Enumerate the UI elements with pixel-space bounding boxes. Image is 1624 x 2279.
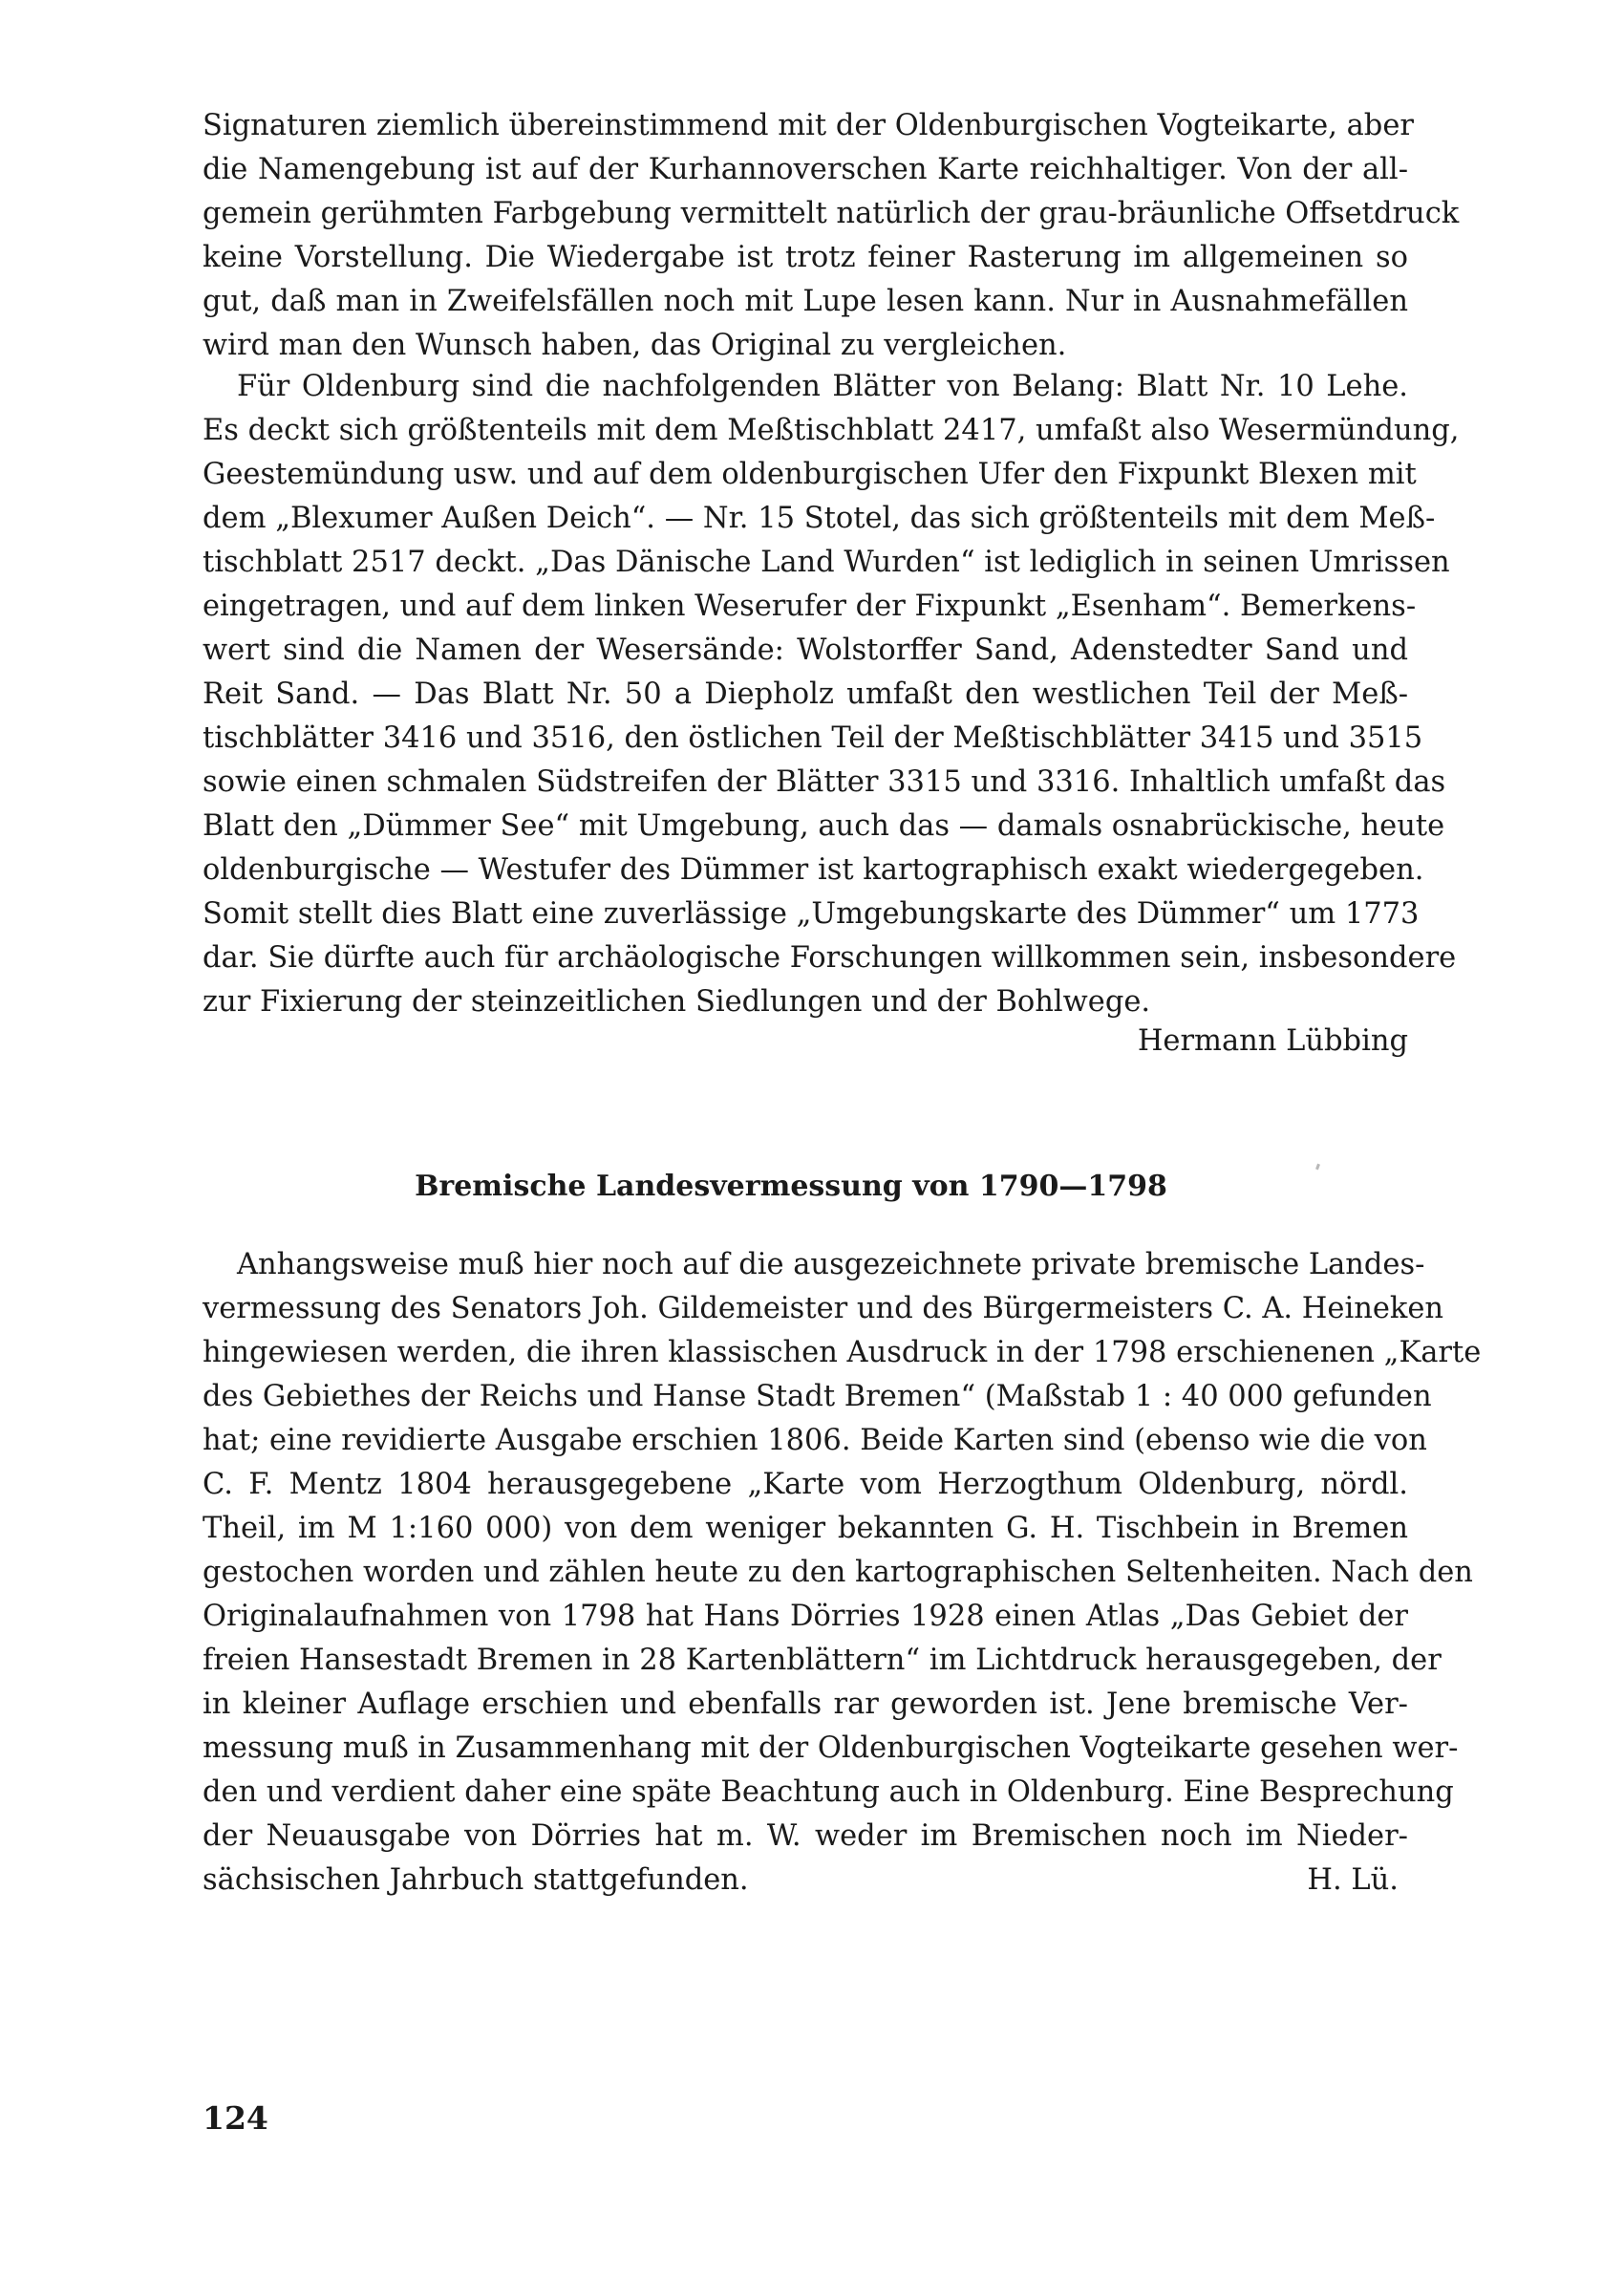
text-line: oldenburgische — Westufer des Dümmer ist kartographisch exakt wiedergegeben. — [203, 853, 1424, 887]
text-line: tischblatt 2517 deckt. „Das Dänische Land Wurden“ ist lediglich in seinen Umrissen — [203, 546, 1450, 579]
text-line: Signaturen ziemlich übereinstimmend mit der Oldenburgischen Vogteikarte, aber — [203, 109, 1414, 142]
author-signature: Hermann Lübbing — [1137, 1024, 1408, 1058]
text-line: dar. Sie dürfte auch für archäologische Forschungen willkommen sein, insbesondere — [203, 941, 1457, 975]
text-line: gemein gerühmten Farbgebung vermittelt natürlich der grau-bräunliche Offsetdruck — [203, 197, 1460, 230]
text-line: gestochen worden und zählen heute zu den kartographischen Seltenheiten. Nach den — [203, 1556, 1473, 1589]
text-line: vermessung des Senators Joh. Gildemeister und des Bürgermeisters C. A. Heineken — [203, 1292, 1444, 1325]
text-line: sowie einen schmalen Südstreifen der Blätter 3315 und 3316. Inhaltlich umfaßt das — [203, 765, 1446, 799]
text-line: freien Hansestadt Bremen in 28 Kartenblättern“ im Lichtdruck herausgegeben, der — [203, 1644, 1442, 1677]
text-line: C. F. Mentz 1804 herausgegebene „Karte vom Herzogthum Oldenburg, nördl. — [203, 1468, 1408, 1501]
text-line: des Gebiethes der Reichs und Hanse Stadt Bremen“ (Maßstab 1 : 40 000 gefunden — [203, 1380, 1432, 1413]
text-line: tischblätter 3416 und 3516, den östlichen Teil der Meßtischblätter 3415 und 3515 — [203, 721, 1423, 755]
author-initials: H. Lü. — [1307, 1863, 1399, 1897]
text-line: wird man den Wunsch haben, das Original zu vergleichen. — [203, 329, 1067, 362]
closing-line — [203, 1859, 1408, 1903]
text-line: keine Vorstellung. Die Wiedergabe ist trotz feiner Rasterung im allgemeinen so — [203, 241, 1408, 274]
text-line: Blatt den „Dümmer See“ mit Umgebung, auch das — damals osnabrückische, heute — [203, 809, 1445, 843]
text-line: Somit stellt dies Blatt eine zuverlässige „Umgebungskarte des Dümmer“ um 1773 — [203, 897, 1420, 931]
paragraph-2 — [203, 365, 1460, 1024]
text-line: Originalaufnahmen von 1798 hat Hans Dörries 1928 einen Atlas „Das Gebiet der — [203, 1600, 1408, 1633]
text-line: gut, daß man in Zweifelsfällen noch mit Lupe lesen kann. Nur in Ausnahmefällen — [203, 285, 1408, 318]
section-heading-text: Bremische Landesvermessung von 1790—1798 — [415, 1170, 1167, 1203]
text-line: zur Fixierung der steinzeitlichen Siedlungen und der Bohlwege. — [203, 985, 1151, 1019]
text-line: hingewiesen werden, die ihren klassischen Ausdruck in der 1798 erschienenen „Karte — [203, 1336, 1482, 1369]
text-line: Für Oldenburg sind die nachfolgenden Blätter von Belang: Blatt Nr. 10 Lehe. — [237, 370, 1408, 403]
text-line: in kleiner Auflage erschien und ebenfalls rar geworden ist. Jene bremische Ver- — [203, 1688, 1408, 1721]
text-line: Theil, im M 1:160 000) von dem weniger bekannten G. H. Tischbein in Bremen — [203, 1512, 1408, 1545]
text-line: Reit Sand. — Das Blatt Nr. 50 a Diepholz umfaßt den westlichen Teil der Meß- — [203, 677, 1408, 711]
text-line: wert sind die Namen der Wesersände: Wolstorffer Sand, Adenstedter Sand und — [203, 634, 1408, 667]
section-heading — [0, 1165, 1624, 1209]
text-line: dem „Blexumer Außen Deich“. — Nr. 15 Stotel, das sich größtenteils mit dem Meß- — [203, 502, 1436, 535]
page-number: 124 — [203, 2099, 268, 2137]
text-line: die Namengebung ist auf der Kurhannoverschen Karte reichhaltiger. Von der all- — [203, 153, 1408, 186]
paragraph-1 — [203, 104, 1460, 368]
text-line: Es deckt sich größtenteils mit dem Meßtischblatt 2417, umfaßt also Wesermündung, — [203, 414, 1460, 447]
text-line: Anhangsweise muß hier noch auf die ausgezeichnete private bremische Landes- — [237, 1248, 1425, 1281]
text-line: eingetragen, und auf dem linken Weserufer der Fixpunkt „Esenham“. Bemerkens- — [203, 590, 1417, 623]
text-line: hat; eine revidierte Ausgabe erschien 1806. Beide Karten sind (ebenso wie die von — [203, 1424, 1427, 1457]
text-line: Geestemündung usw. und auf dem oldenburgischen Ufer den Fixpunkt Blexen mit — [203, 458, 1417, 491]
text-line: der Neuausgabe von Dörries hat m. W. weder im Bremischen noch im Nieder- — [203, 1819, 1408, 1853]
closing-text: sächsischen Jahrbuch stattgefunden. — [203, 1863, 749, 1897]
text-line: messung muß in Zusammenhang mit der Oldenburgischen Vogteikarte gesehen wer- — [203, 1731, 1459, 1765]
text-line: den und verdient daher eine späte Beachtung auch in Oldenburg. Eine Besprechung — [203, 1775, 1454, 1809]
paragraph-3 — [203, 1243, 1482, 1859]
